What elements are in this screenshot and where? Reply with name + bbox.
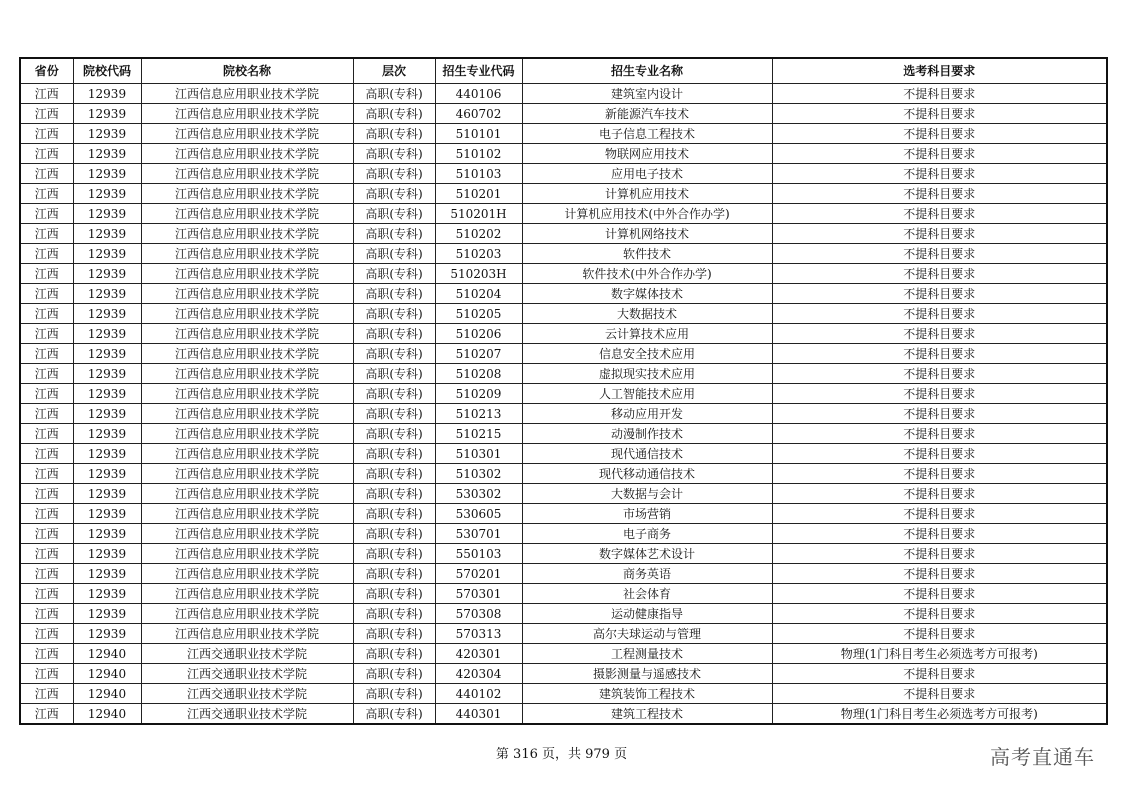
cell-major-name: 现代通信技术: [522, 444, 772, 464]
table-row: [20, 604, 1107, 624]
table-body: [20, 84, 1107, 725]
cell-major-name: 工程测量技术: [522, 644, 772, 664]
cell-major-code: 570308: [435, 604, 522, 624]
cell-school-code: 12939: [73, 524, 141, 544]
cell-level: 高职(专科): [353, 424, 435, 444]
cell-province: 江西: [20, 404, 73, 424]
cell-province: 江西: [20, 704, 73, 725]
cell-major-code: 550103: [435, 544, 522, 564]
cell-level: 高职(专科): [353, 624, 435, 644]
cell-school-code: 12939: [73, 444, 141, 464]
table-row: [20, 424, 1107, 444]
cell-subject-requirement: 不提科目要求: [772, 564, 1107, 584]
cell-subject-requirement: 不提科目要求: [772, 604, 1107, 624]
cell-subject-requirement: 不提科目要求: [772, 324, 1107, 344]
cell-subject-requirement: 不提科目要求: [772, 484, 1107, 504]
cell-school-code: 12939: [73, 324, 141, 344]
cell-subject-requirement: 不提科目要求: [772, 624, 1107, 644]
cell-major-name: 建筑工程技术: [522, 704, 772, 725]
cell-subject-requirement: 不提科目要求: [772, 144, 1107, 164]
cell-level: 高职(专科): [353, 504, 435, 524]
cell-level: 高职(专科): [353, 444, 435, 464]
table-row: [20, 384, 1107, 404]
header-school-code: 院校代码: [73, 58, 141, 84]
cell-major-name: 虚拟现实技术应用: [522, 364, 772, 384]
cell-major-name: 动漫制作技术: [522, 424, 772, 444]
cell-major-name: 社会体育: [522, 584, 772, 604]
cell-major-code: 510103: [435, 164, 522, 184]
cell-school-code: 12939: [73, 184, 141, 204]
cell-school-name: 江西信息应用职业技术学院: [141, 504, 353, 524]
cell-province: 江西: [20, 544, 73, 564]
cell-major-code: 510206: [435, 324, 522, 344]
cell-subject-requirement: 不提科目要求: [772, 164, 1107, 184]
cell-subject-requirement: 不提科目要求: [772, 104, 1107, 124]
cell-subject-requirement: 不提科目要求: [772, 264, 1107, 284]
cell-subject-requirement: 不提科目要求: [772, 184, 1107, 204]
cell-province: 江西: [20, 424, 73, 444]
cell-school-name: 江西信息应用职业技术学院: [141, 464, 353, 484]
cell-level: 高职(专科): [353, 604, 435, 624]
cell-school-name: 江西信息应用职业技术学院: [141, 364, 353, 384]
cell-school-name: 江西交通职业技术学院: [141, 644, 353, 664]
cell-province: 江西: [20, 224, 73, 244]
cell-school-code: 12939: [73, 484, 141, 504]
cell-major-code: 510201: [435, 184, 522, 204]
table-row: [20, 144, 1107, 164]
cell-school-code: 12939: [73, 364, 141, 384]
cell-major-name: 数字媒体技术: [522, 284, 772, 304]
cell-major-name: 现代移动通信技术: [522, 464, 772, 484]
cell-school-code: 12940: [73, 684, 141, 704]
cell-province: 江西: [20, 464, 73, 484]
cell-level: 高职(专科): [353, 104, 435, 124]
cell-major-code: 510204: [435, 284, 522, 304]
cell-subject-requirement: 不提科目要求: [772, 384, 1107, 404]
cell-subject-requirement: 不提科目要求: [772, 124, 1107, 144]
cell-school-code: 12939: [73, 424, 141, 444]
cell-province: 江西: [20, 364, 73, 384]
table-row: [20, 124, 1107, 144]
table-row: [20, 304, 1107, 324]
cell-level: 高职(专科): [353, 464, 435, 484]
cell-major-name: 电子商务: [522, 524, 772, 544]
cell-school-name: 江西信息应用职业技术学院: [141, 324, 353, 344]
cell-major-name: 移动应用开发: [522, 404, 772, 424]
cell-major-code: 510213: [435, 404, 522, 424]
header-major-code: 招生专业代码: [435, 58, 522, 84]
cell-school-name: 江西信息应用职业技术学院: [141, 604, 353, 624]
cell-school-code: 12939: [73, 464, 141, 484]
cell-major-code: 510101: [435, 124, 522, 144]
cell-major-name: 运动健康指导: [522, 604, 772, 624]
cell-school-name: 江西信息应用职业技术学院: [141, 184, 353, 204]
cell-province: 江西: [20, 584, 73, 604]
cell-province: 江西: [20, 564, 73, 584]
cell-major-name: 云计算技术应用: [522, 324, 772, 344]
cell-level: 高职(专科): [353, 664, 435, 684]
table-row: [20, 484, 1107, 504]
page-number: 第 316 页，共 979 页: [495, 747, 628, 762]
cell-major-name: 数字媒体艺术设计: [522, 544, 772, 564]
cell-major-code: 510301: [435, 444, 522, 464]
table-row: [20, 524, 1107, 544]
cell-major-code: 440106: [435, 84, 522, 104]
cell-school-name: 江西交通职业技术学院: [141, 684, 353, 704]
cell-major-code: 510207: [435, 344, 522, 364]
cell-major-name: 建筑装饰工程技术: [522, 684, 772, 704]
table-row: [20, 444, 1107, 464]
cell-province: 江西: [20, 324, 73, 344]
header-level: 层次: [353, 58, 435, 84]
cell-subject-requirement: 不提科目要求: [772, 544, 1107, 564]
cell-province: 江西: [20, 604, 73, 624]
cell-level: 高职(专科): [353, 124, 435, 144]
table-row: [20, 324, 1107, 344]
cell-subject-requirement: 不提科目要求: [772, 304, 1107, 324]
cell-major-name: 计算机网络技术: [522, 224, 772, 244]
cell-school-name: 江西信息应用职业技术学院: [141, 264, 353, 284]
cell-level: 高职(专科): [353, 264, 435, 284]
cell-major-code: 440301: [435, 704, 522, 725]
cell-major-code: 510203: [435, 244, 522, 264]
table-row: [20, 584, 1107, 604]
cell-subject-requirement: 不提科目要求: [772, 584, 1107, 604]
cell-province: 江西: [20, 444, 73, 464]
table-row: [20, 244, 1107, 264]
cell-subject-requirement: 物理(1门科目考生必须选考方可报考): [772, 704, 1107, 725]
cell-level: 高职(专科): [353, 684, 435, 704]
cell-province: 江西: [20, 104, 73, 124]
cell-major-name: 信息安全技术应用: [522, 344, 772, 364]
cell-school-code: 12940: [73, 664, 141, 684]
cell-school-code: 12939: [73, 244, 141, 264]
cell-major-code: 510205: [435, 304, 522, 324]
cell-school-code: 12939: [73, 144, 141, 164]
cell-school-code: 12939: [73, 584, 141, 604]
cell-major-name: 摄影测量与遥感技术: [522, 664, 772, 684]
cell-major-code: 460702: [435, 104, 522, 124]
cell-level: 高职(专科): [353, 284, 435, 304]
cell-major-code: 510203H: [435, 264, 522, 284]
cell-major-name: 新能源汽车技术: [522, 104, 772, 124]
cell-level: 高职(专科): [353, 644, 435, 664]
cell-major-code: 510302: [435, 464, 522, 484]
cell-level: 高职(专科): [353, 84, 435, 104]
cell-school-code: 12939: [73, 384, 141, 404]
table-row: [20, 84, 1107, 104]
cell-subject-requirement: 不提科目要求: [772, 84, 1107, 104]
table-row: [20, 184, 1107, 204]
table-row: [20, 364, 1107, 384]
table-row: [20, 224, 1107, 244]
cell-level: 高职(专科): [353, 144, 435, 164]
cell-province: 江西: [20, 624, 73, 644]
cell-subject-requirement: 不提科目要求: [772, 424, 1107, 444]
cell-province: 江西: [20, 344, 73, 364]
table-row: [20, 624, 1107, 644]
cell-major-name: 高尔夫球运动与管理: [522, 624, 772, 644]
table-row: [20, 564, 1107, 584]
table-row: [20, 504, 1107, 524]
cell-province: 江西: [20, 524, 73, 544]
cell-major-code: 530605: [435, 504, 522, 524]
cell-school-code: 12939: [73, 224, 141, 244]
cell-province: 江西: [20, 144, 73, 164]
cell-subject-requirement: 不提科目要求: [772, 284, 1107, 304]
table-row: [20, 284, 1107, 304]
cell-school-code: 12939: [73, 104, 141, 124]
cell-school-name: 江西信息应用职业技术学院: [141, 524, 353, 544]
cell-province: 江西: [20, 384, 73, 404]
cell-province: 江西: [20, 124, 73, 144]
table-row: [20, 344, 1107, 364]
cell-level: 高职(专科): [353, 404, 435, 424]
cell-school-name: 江西信息应用职业技术学院: [141, 544, 353, 564]
cell-school-name: 江西信息应用职业技术学院: [141, 104, 353, 124]
cell-level: 高职(专科): [353, 224, 435, 244]
cell-school-name: 江西信息应用职业技术学院: [141, 164, 353, 184]
cell-school-code: 12939: [73, 504, 141, 524]
cell-province: 江西: [20, 644, 73, 664]
cell-school-code: 12940: [73, 704, 141, 725]
cell-major-code: 570301: [435, 584, 522, 604]
cell-subject-requirement: 不提科目要求: [772, 684, 1107, 704]
cell-province: 江西: [20, 484, 73, 504]
cell-level: 高职(专科): [353, 484, 435, 504]
cell-level: 高职(专科): [353, 384, 435, 404]
header-subject-requirement: 选考科目要求: [772, 58, 1107, 84]
cell-major-code: 570313: [435, 624, 522, 644]
cell-school-name: 江西信息应用职业技术学院: [141, 424, 353, 444]
table-row: [20, 104, 1107, 124]
cell-major-code: 570201: [435, 564, 522, 584]
cell-major-name: 人工智能技术应用: [522, 384, 772, 404]
cell-school-name: 江西信息应用职业技术学院: [141, 384, 353, 404]
cell-major-name: 计算机应用技术: [522, 184, 772, 204]
table-header-row: [20, 58, 1107, 84]
cell-school-name: 江西信息应用职业技术学院: [141, 124, 353, 144]
cell-school-code: 12939: [73, 124, 141, 144]
cell-province: 江西: [20, 84, 73, 104]
cell-school-code: 12939: [73, 164, 141, 184]
cell-major-code: 510209: [435, 384, 522, 404]
cell-school-name: 江西信息应用职业技术学院: [141, 224, 353, 244]
cell-province: 江西: [20, 244, 73, 264]
cell-major-name: 应用电子技术: [522, 164, 772, 184]
cell-province: 江西: [20, 304, 73, 324]
cell-major-name: 商务英语: [522, 564, 772, 584]
table-row: [20, 264, 1107, 284]
cell-province: 江西: [20, 284, 73, 304]
cell-province: 江西: [20, 684, 73, 704]
table-row: [20, 404, 1107, 424]
cell-school-code: 12939: [73, 304, 141, 324]
cell-major-code: 510102: [435, 144, 522, 164]
cell-level: 高职(专科): [353, 164, 435, 184]
cell-level: 高职(专科): [353, 304, 435, 324]
cell-major-code: 530701: [435, 524, 522, 544]
cell-subject-requirement: 不提科目要求: [772, 344, 1107, 364]
admission-table: [19, 57, 1108, 725]
table-row: [20, 704, 1107, 725]
cell-school-code: 12939: [73, 404, 141, 424]
cell-major-code: 530302: [435, 484, 522, 504]
cell-major-name: 电子信息工程技术: [522, 124, 772, 144]
table-row: [20, 164, 1107, 184]
cell-school-code: 12939: [73, 624, 141, 644]
cell-subject-requirement: 不提科目要求: [772, 364, 1107, 384]
cell-level: 高职(专科): [353, 364, 435, 384]
cell-school-name: 江西交通职业技术学院: [141, 704, 353, 725]
cell-major-name: 大数据与会计: [522, 484, 772, 504]
header-province: 省份: [20, 58, 73, 84]
cell-school-name: 江西信息应用职业技术学院: [141, 84, 353, 104]
cell-school-name: 江西信息应用职业技术学院: [141, 244, 353, 264]
cell-major-name: 软件技术(中外合作办学): [522, 264, 772, 284]
header-school-name: 院校名称: [141, 58, 353, 84]
header-major-name: 招生专业名称: [522, 58, 772, 84]
cell-school-code: 12939: [73, 204, 141, 224]
cell-level: 高职(专科): [353, 344, 435, 364]
cell-level: 高职(专科): [353, 324, 435, 344]
cell-school-code: 12939: [73, 84, 141, 104]
cell-major-code: 510201H: [435, 204, 522, 224]
cell-school-name: 江西信息应用职业技术学院: [141, 484, 353, 504]
cell-province: 江西: [20, 664, 73, 684]
cell-school-name: 江西信息应用职业技术学院: [141, 404, 353, 424]
cell-subject-requirement: 不提科目要求: [772, 404, 1107, 424]
cell-level: 高职(专科): [353, 704, 435, 725]
cell-school-code: 12940: [73, 644, 141, 664]
table-row: [20, 684, 1107, 704]
cell-subject-requirement: 不提科目要求: [772, 444, 1107, 464]
cell-level: 高职(专科): [353, 244, 435, 264]
cell-subject-requirement: 不提科目要求: [772, 524, 1107, 544]
table-row: [20, 664, 1107, 684]
cell-school-name: 江西信息应用职业技术学院: [141, 584, 353, 604]
cell-major-name: 物联网应用技术: [522, 144, 772, 164]
cell-subject-requirement: 不提科目要求: [772, 504, 1107, 524]
cell-subject-requirement: 不提科目要求: [772, 204, 1107, 224]
cell-province: 江西: [20, 184, 73, 204]
cell-school-name: 江西信息应用职业技术学院: [141, 564, 353, 584]
cell-subject-requirement: 物理(1门科目考生必须选考方可报考): [772, 644, 1107, 664]
cell-school-name: 江西信息应用职业技术学院: [141, 204, 353, 224]
cell-major-name: 大数据技术: [522, 304, 772, 324]
cell-major-code: 510215: [435, 424, 522, 444]
cell-school-name: 江西信息应用职业技术学院: [141, 144, 353, 164]
cell-level: 高职(专科): [353, 184, 435, 204]
cell-level: 高职(专科): [353, 204, 435, 224]
watermark-logo-text: 高考直通车: [990, 745, 1095, 769]
cell-school-code: 12939: [73, 344, 141, 364]
cell-school-name: 江西信息应用职业技术学院: [141, 304, 353, 324]
cell-major-code: 510202: [435, 224, 522, 244]
cell-school-code: 12939: [73, 264, 141, 284]
cell-school-code: 12939: [73, 544, 141, 564]
cell-school-name: 江西交通职业技术学院: [141, 664, 353, 684]
cell-subject-requirement: 不提科目要求: [772, 224, 1107, 244]
cell-major-code: 420304: [435, 664, 522, 684]
cell-major-code: 440102: [435, 684, 522, 704]
cell-level: 高职(专科): [353, 564, 435, 584]
cell-school-name: 江西信息应用职业技术学院: [141, 284, 353, 304]
cell-major-name: 计算机应用技术(中外合作办学): [522, 204, 772, 224]
table-row: [20, 464, 1107, 484]
cell-province: 江西: [20, 204, 73, 224]
cell-school-code: 12939: [73, 604, 141, 624]
cell-subject-requirement: 不提科目要求: [772, 664, 1107, 684]
cell-major-code: 510208: [435, 364, 522, 384]
cell-province: 江西: [20, 164, 73, 184]
cell-subject-requirement: 不提科目要求: [772, 244, 1107, 264]
cell-major-name: 建筑室内设计: [522, 84, 772, 104]
cell-major-code: 420301: [435, 644, 522, 664]
cell-school-name: 江西信息应用职业技术学院: [141, 344, 353, 364]
cell-school-code: 12939: [73, 564, 141, 584]
table-row: [20, 644, 1107, 664]
cell-major-name: 软件技术: [522, 244, 772, 264]
cell-level: 高职(专科): [353, 584, 435, 604]
table-row: [20, 204, 1107, 224]
cell-level: 高职(专科): [353, 544, 435, 564]
cell-province: 江西: [20, 264, 73, 284]
cell-subject-requirement: 不提科目要求: [772, 464, 1107, 484]
cell-school-name: 江西信息应用职业技术学院: [141, 624, 353, 644]
cell-major-name: 市场营销: [522, 504, 772, 524]
cell-level: 高职(专科): [353, 524, 435, 544]
table-row: [20, 544, 1107, 564]
cell-province: 江西: [20, 504, 73, 524]
cell-school-name: 江西信息应用职业技术学院: [141, 444, 353, 464]
cell-school-code: 12939: [73, 284, 141, 304]
